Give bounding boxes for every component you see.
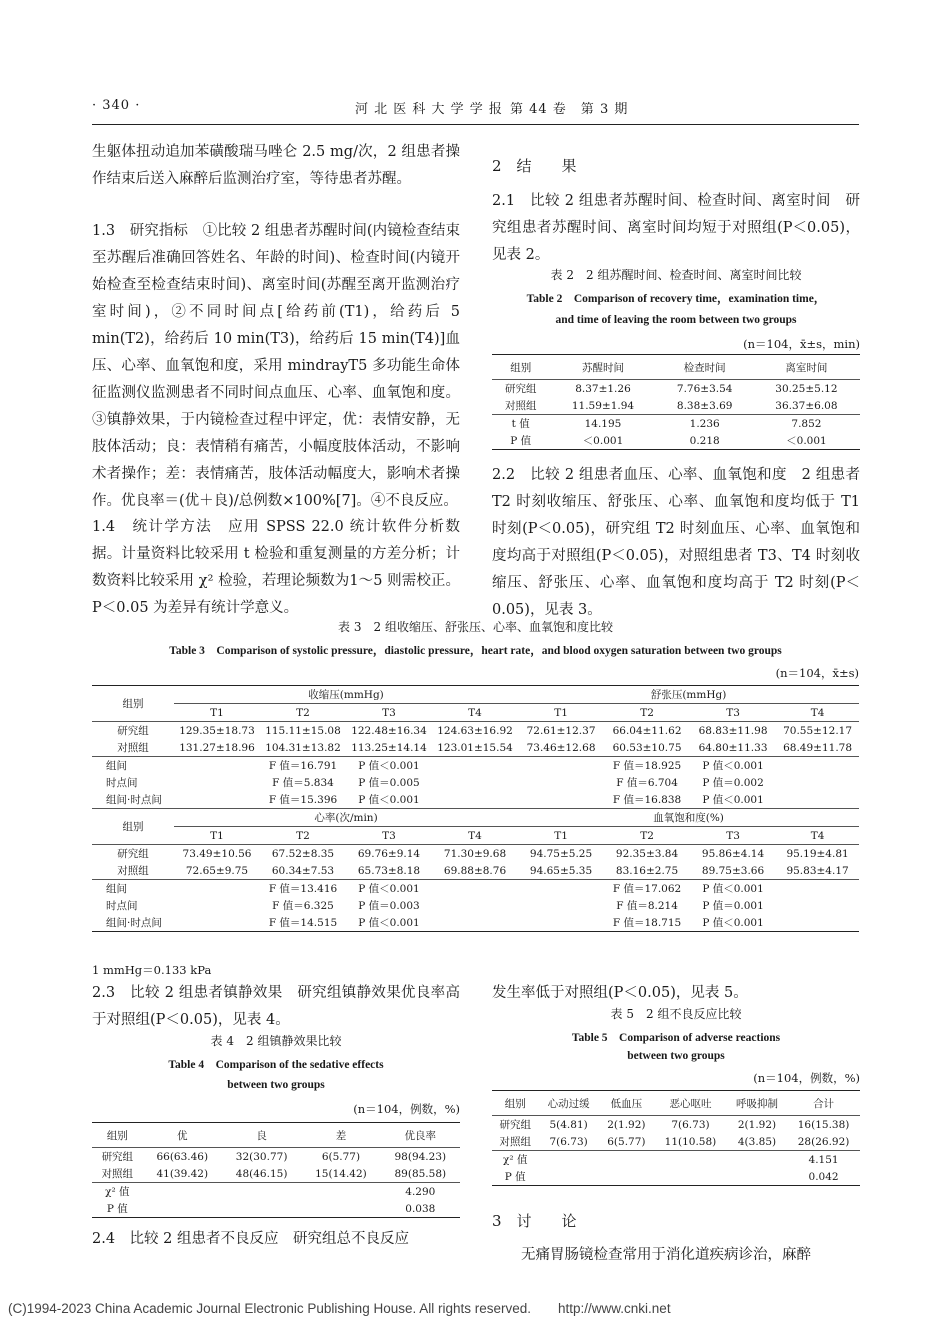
table-cell: 69.76±9.14: [357, 847, 421, 860]
table-row: [492, 1151, 860, 1169]
table-cell: ＜0.001: [582, 435, 624, 447]
table-cell: 对照组: [504, 400, 537, 412]
table-header: 心动过缓: [547, 1097, 590, 1110]
table-cell: 组间: [106, 883, 127, 895]
table-cell: P 值＝0.003: [358, 900, 420, 912]
table-cell: 113.25±14.14: [351, 741, 427, 754]
table-cell: 0.042: [808, 1170, 839, 1183]
table-header: 组别: [92, 686, 174, 722]
table3: [92, 685, 859, 932]
paragraph-discussion: 无痛胃肠镜检查常用于消化道疾病诊治，麻醉: [521, 1247, 811, 1263]
table-cell: 89.75±3.66: [701, 864, 765, 877]
table-cell: 时点间: [106, 777, 138, 789]
table-cell: 72.61±12.37: [526, 724, 596, 737]
table-header: T2: [296, 706, 310, 719]
table-cell: χ² 值: [105, 1186, 130, 1198]
table-cell: 95.83±4.17: [786, 864, 849, 877]
table-cell: 4.151: [808, 1153, 839, 1166]
table-header-row: [492, 1091, 860, 1116]
table-cell: 16(15.38): [797, 1118, 850, 1131]
table-row: [492, 397, 860, 415]
table-cell: P 值: [510, 435, 532, 447]
table-row: [492, 1116, 860, 1134]
table-cell: 68.83±11.98: [698, 724, 768, 737]
table-row: [92, 1200, 460, 1218]
table-header: T3: [382, 829, 396, 842]
table-cell: 60.34±7.53: [271, 864, 335, 877]
table-cell: 8.37±1.26: [575, 382, 631, 395]
table-cell: 28(26.92): [797, 1135, 850, 1148]
table-row: [92, 914, 859, 932]
table-cell: P 值＜0.001: [358, 883, 420, 895]
table-cell: P 值＝0.002: [702, 777, 764, 789]
table-cell: t 值: [511, 418, 530, 430]
table-cell: 73.49±10.56: [182, 847, 252, 860]
table-cell: 83.16±2.75: [615, 864, 679, 877]
table-cell: [301, 1200, 380, 1218]
table-header-row: [92, 809, 859, 827]
table-cell: 5(4.81): [549, 1118, 588, 1131]
section-results-heading: 2 结 果: [492, 157, 577, 175]
table-cell: [143, 1183, 222, 1201]
table-cell: F 值＝17.062: [612, 883, 682, 895]
table5-caption-en-2: between two groups: [627, 1050, 725, 1062]
table-cell: 41(39.42): [156, 1167, 209, 1180]
table3-caption-en: Table 3 Comparison of systolic pressure，diastolic pressure，heart rate，and blood oxygen saturation between two groups: [169, 645, 782, 657]
table-row: [92, 845, 859, 863]
table-cell: 68.49±11.78: [783, 741, 853, 754]
paragraph-2-2: 2.2 比较 2 组患者血压、心率、血氧饱和度 2 组患者 T2 时刻收缩压、舒张压、心率、血氧饱和度均低于 T1 时刻(P＜0.05)，研究组 T2 时刻血压、心率、血氧饱和度均高于对照组(P＜0.05)，对照组患者 T3、T4 时刻收缩压、舒张压、心率、血氧饱和度均高于 T2 时刻(P＜0.05)，见表 3。: [492, 467, 860, 618]
table-cell: 2(1.92): [737, 1118, 777, 1131]
table-cell: 129.35±18.73: [179, 724, 255, 737]
table-header: T1: [554, 829, 568, 842]
copyright-footer: (C)1994-2023 China Academic Journal Electronic Publishing House. All rights reserved. http://www.cnki.net: [8, 1301, 671, 1316]
table-header: 优: [177, 1129, 188, 1142]
table-header: 呼吸抑制: [736, 1097, 778, 1110]
table5-caption-cn: 表 5 2 组不良反应比较: [610, 1007, 742, 1021]
table-cell: 组间: [106, 760, 127, 772]
table-row: [492, 432, 860, 450]
table-cell: 66(63.46): [156, 1150, 209, 1163]
paragraph-2-3: 2.3 比较 2 组患者镇静效果 研究组镇静效果优良率高于对照组(P＜0.05)，见表 4。: [92, 985, 460, 1028]
table-cell: F 值＝8.214: [616, 900, 678, 912]
table-header: T3: [726, 706, 740, 719]
journal-name: 河 北 医 科 大 学 学 报: [355, 102, 503, 117]
table-header: T4: [468, 829, 482, 842]
table-cell: 70.55±12.17: [783, 724, 853, 737]
table-cell: 0.218: [689, 434, 720, 447]
table-row: [492, 1168, 860, 1186]
table-cell: F 值＝6.325: [272, 900, 334, 912]
table-cell: 73.46±12.68: [526, 741, 596, 754]
table-cell: 组间·时点间: [106, 917, 162, 929]
table-cell: 7.852: [791, 417, 822, 430]
table-cell: 研究组: [504, 383, 537, 395]
table-cell: P 值＜0.001: [702, 794, 764, 806]
table5-note: (n＝104，例数，%): [753, 1071, 860, 1085]
table-cell: P 值＜0.001: [358, 794, 420, 806]
table-cell: 4(3.85): [737, 1135, 777, 1148]
paragraph-2-4: 2.4 比较 2 组患者不良反应 研究组总不良反应: [92, 1231, 410, 1247]
table-header: 收缩压(mmHg): [174, 686, 518, 704]
table-header: 良: [256, 1129, 267, 1142]
table-cell: 7(6.73): [549, 1135, 588, 1148]
table-cell: 67.52±8.35: [271, 847, 335, 860]
table-header: T2: [296, 829, 310, 842]
table-header: T1: [554, 706, 568, 719]
table-row: [92, 739, 859, 757]
table-header: 组别: [510, 361, 532, 374]
table-cell: F 值＝5.834: [272, 777, 334, 789]
table-cell: 15(14.42): [315, 1167, 367, 1180]
table-header: 舒张压(mmHg): [518, 686, 859, 704]
table-row: [92, 862, 859, 880]
section-discussion-heading: 3 讨 论: [492, 1212, 577, 1230]
table-row: [92, 1148, 460, 1166]
table-cell: 11(10.58): [664, 1135, 717, 1148]
table-cell: 60.53±10.75: [612, 741, 682, 754]
table-header: T2: [640, 829, 654, 842]
paragraph-2-1: 2.1 比较 2 组患者苏醒时间、检查时间、离室时间 研究组患者苏醒时间、离室时间均短于对照组(P＜0.05)，见表 2。: [492, 193, 860, 263]
table-cell: 0.038: [405, 1202, 436, 1215]
table-cell: 7.76±3.54: [676, 382, 733, 395]
table-cell: 92.35±3.84: [615, 847, 679, 860]
table-cell: χ² 值: [503, 1154, 528, 1166]
table-cell: 4.290: [405, 1185, 436, 1198]
table3-note: (n＝104，x̄±s): [775, 666, 859, 680]
table-cell: 65.73±8.18: [357, 864, 421, 877]
table-cell: 对照组: [117, 865, 149, 877]
table-header: T3: [726, 829, 740, 842]
table-cell: 时点间: [106, 900, 138, 912]
table-cell: 95.86±4.14: [701, 847, 765, 860]
table-cell: 14.195: [584, 417, 622, 430]
table-header: T3: [382, 706, 396, 719]
paragraph-statistics: 1.4 统计学方法 应用 SPSS 22.0 统计软件分析数据。计量资料比较采用 t 检验和重复测量的方差分析；计数资料比较采用 χ² 检验，若理论频数为1～5 则需校正。P＜0.05 为差异有统计学意义。: [92, 519, 460, 616]
table-header: T1: [210, 706, 224, 719]
table-cell: P 值＜0.001: [358, 917, 420, 929]
table-cell: P 值＜0.001: [702, 883, 764, 895]
table-cell: 94.65±5.35: [529, 864, 593, 877]
table-cell: 94.75±5.25: [529, 847, 593, 860]
table-row: [492, 415, 860, 433]
table-cell: [301, 1183, 380, 1201]
table-cell: P 值＝0.005: [358, 777, 420, 789]
table-header: 差: [335, 1129, 347, 1142]
table4-caption-en-1: Table 4 Comparison of the sedative effects: [168, 1059, 384, 1071]
table-cell: 30.25±5.12: [775, 382, 838, 395]
table-cell: 124.63±16.92: [437, 724, 513, 737]
table-cell: ＜0.001: [786, 435, 827, 447]
table-cell: 64.80±11.33: [698, 741, 768, 754]
table-cell: 32(30.77): [235, 1150, 288, 1163]
journal-volume: 第 44 卷 第 3 期: [510, 102, 629, 117]
table-cell: 研究组: [117, 725, 149, 737]
table-cell: F 值＝18.925: [612, 760, 682, 772]
table-header: 检查时间: [683, 361, 726, 374]
table-row: [92, 791, 859, 809]
table-cell: 研究组: [499, 1119, 531, 1131]
table2-caption-en-2: and time of leaving the room between two groups: [555, 314, 797, 326]
table-cell: P 值＜0.001: [702, 917, 764, 929]
paragraph-2-4-continued: 发生率低于对照组(P＜0.05)，见表 5。: [492, 985, 748, 1001]
table4-caption-en-2: between two groups: [227, 1079, 325, 1091]
table-header-row: [92, 686, 859, 704]
page-number: · 340 ·: [92, 98, 141, 113]
table-cell: F 值＝13.416: [268, 883, 338, 895]
table5-caption-en-1: Table 5 Comparison of adverse reactions: [571, 1032, 781, 1044]
table-row: [92, 897, 859, 914]
table-cell: F 值＝14.515: [268, 917, 338, 929]
table-cell: P 值＝0.001: [702, 900, 764, 912]
table-cell: [143, 1200, 222, 1218]
table-row: [92, 757, 859, 775]
table-cell: 7(6.73): [671, 1118, 710, 1131]
table-cell: P 值: [106, 1203, 128, 1215]
table2-note: (n＝104，x̄±s，min): [743, 337, 860, 351]
table-header: T2: [640, 706, 654, 719]
table-row: [92, 880, 859, 898]
table-cell: P 值＜0.001: [702, 760, 764, 772]
table-header-row: [92, 1123, 460, 1148]
table-cell: 1.236: [689, 417, 720, 430]
table-cell: F 值＝16.838: [612, 794, 682, 806]
table-cell: 66.04±11.62: [612, 724, 682, 737]
table-cell: F 值＝16.791: [268, 760, 338, 772]
table-header: T4: [810, 829, 825, 842]
table-cell: 72.65±9.75: [185, 864, 249, 877]
table-cell: P 值: [504, 1171, 526, 1183]
table-header: 组别: [106, 1129, 128, 1142]
table-cell: F 值＝15.396: [268, 794, 338, 806]
table2-caption-en-1: Table 2 Comparison of recovery time，examination time，: [526, 293, 826, 305]
table-cell: [222, 1200, 301, 1218]
table-cell: 11.59±1.94: [571, 399, 635, 412]
table-cell: F 值＝6.704: [616, 777, 678, 789]
table4-note: (n＝104，例数，%): [353, 1102, 460, 1116]
paragraph-indicators: 1.3 研究指标 ①比较 2 组患者苏醒时间(内镜检查结束至苏醒后准确回答姓名、年龄的时间)、检查时间(内镜开始检查至检查结束时间)、离室时间(苏醒至离开监测治疗室时间)，②不同时间点[给药前(T1)，给药后 5 min(T2)，给药后 10 min(T3)，给药后 15 min(T4)]血压、心率、血氧饱和度，采用 mindrayT5 多功能生命体征监测仪监测患者不同时间点血压、心率、血氧饱和度。③镇静效果，于内镜检查过程中评定，优：表情安静，无肢体活动；良：表情稍有痛苦，小幅度肢体活动，不影响术者操作；差：表情痛苦，肢体活动幅度大，影响术者操作。优良率＝(优＋良)/总例数×100%[7]。④不良反应。: [92, 223, 460, 509]
table2: [492, 354, 860, 450]
table-row: [92, 1183, 460, 1201]
table-cell: 89(85.58): [394, 1167, 447, 1180]
paragraph-method-end: 生躯体扭动追加苯磺酸瑞马唑仑 2.5 mg/次，2 组患者操作结束后送入麻醉后监测治疗室，等待患者苏醒。: [92, 144, 460, 187]
table-header: 恶心呕吐: [669, 1097, 712, 1110]
table-header: 血氧饱和度(%): [518, 809, 859, 827]
table-header: 心率(次/min): [174, 809, 518, 827]
table-cell: P 值＜0.001: [358, 760, 420, 772]
table-cell: 对照组: [101, 1168, 134, 1180]
table-cell: 6(5.77): [321, 1150, 361, 1163]
table-cell: 48(46.15): [235, 1167, 288, 1180]
table-cell: 69.88±8.76: [443, 864, 507, 877]
table-header-row: [492, 355, 860, 380]
table-cell: 36.37±6.08: [775, 399, 838, 412]
table-header: T4: [468, 706, 482, 719]
table-header: 低血压: [610, 1097, 643, 1110]
table-cell: F 值＝18.715: [612, 917, 682, 929]
table3-caption-cn: 表 3 2 组收缩压、舒张压、心率、血氧饱和度比较: [338, 620, 613, 634]
table-cell: 131.27±18.96: [179, 741, 255, 754]
table2-caption-cn: 表 2 2 组苏醒时间、检查时间、离室时间比较: [550, 268, 802, 282]
table-header: T1: [210, 829, 224, 842]
table4-caption-cn: 表 4 2 组镇静效果比较: [210, 1034, 342, 1048]
table-cell: 研究组: [101, 1151, 134, 1163]
table-row: [492, 1133, 860, 1151]
table-header-row: [92, 704, 859, 722]
table-cell: 115.11±15.08: [265, 724, 341, 737]
table-row: [492, 380, 860, 398]
table-header: 组别: [504, 1097, 526, 1110]
table-header: T4: [810, 706, 825, 719]
table-header-row: [92, 827, 859, 845]
table-cell: 98(94.23): [394, 1150, 447, 1163]
table-cell: 研究组: [117, 848, 149, 860]
table-cell: 2(1.92): [607, 1118, 646, 1131]
table-cell: 104.31±13.82: [265, 741, 341, 754]
table-cell: [222, 1183, 301, 1201]
table-cell: 95.19±4.81: [786, 847, 849, 860]
table3-footnote: 1 mmHg＝0.133 kPa: [92, 963, 212, 977]
table-cell: 8.38±3.69: [676, 399, 733, 412]
table-row: [92, 722, 859, 740]
table-cell: 对照组: [117, 742, 149, 754]
table-cell: 对照组: [499, 1136, 531, 1148]
table-header: 苏醒时间: [581, 361, 624, 374]
table-row: [92, 774, 859, 791]
table4: [92, 1122, 460, 1218]
table5: [492, 1090, 860, 1186]
table-header: 组别: [92, 809, 174, 845]
table-header: 合计: [813, 1097, 835, 1110]
table-cell: 122.48±16.34: [351, 724, 427, 737]
table-header: 优良率: [404, 1129, 437, 1142]
table-row: [92, 1165, 460, 1183]
header-rule: [92, 124, 859, 125]
table-cell: 71.30±9.68: [443, 847, 507, 860]
table-cell: 组间·时点间: [106, 794, 162, 806]
table-cell: 123.01±15.54: [437, 741, 513, 754]
table-header: 离室时间: [785, 361, 828, 374]
table-cell: 6(5.77): [607, 1135, 646, 1148]
